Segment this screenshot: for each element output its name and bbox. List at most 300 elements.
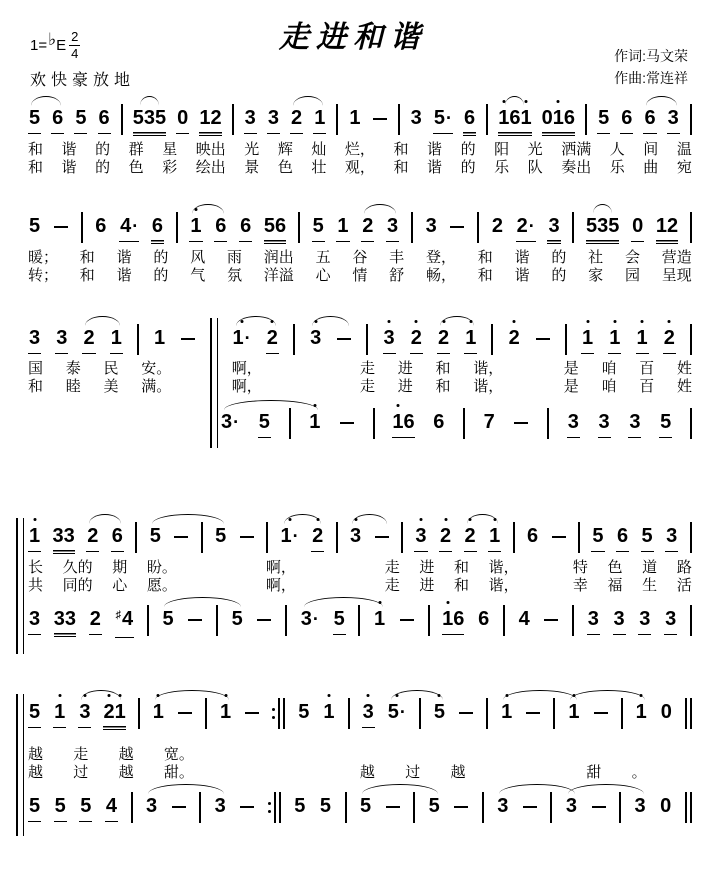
note: 3: [628, 410, 641, 438]
octave-dot: [33, 518, 36, 521]
note: 3: [244, 106, 257, 134]
octave-dot: [668, 320, 671, 323]
lyric-syllable: 过: [405, 764, 421, 781]
lyric-syllable: 登，: [425, 249, 456, 266]
lyric-syllable: 呈现: [661, 267, 692, 284]
lyric-syllable: 家: [588, 267, 604, 284]
barline: [298, 212, 300, 243]
note: 1: [567, 700, 580, 724]
lyric-syllable: 的: [460, 141, 476, 158]
lyric-syllable: 期: [112, 559, 128, 576]
note: 1: [500, 700, 513, 724]
lyric-syllable: 和: [393, 141, 409, 158]
lyric-syllable: 越: [359, 764, 375, 781]
note: 1: [464, 326, 477, 354]
note: 6: [95, 215, 107, 237]
lyric-syllable: 甜。: [163, 764, 194, 781]
lyrics-block: [28, 249, 692, 285]
note: 1: [322, 700, 335, 724]
lyric-syllable: 暖；: [28, 249, 59, 266]
lyric-syllable: 共: [28, 577, 44, 594]
lyrics-row-verse-1: [28, 249, 692, 267]
duration-dash: [458, 700, 474, 724]
lyric-spacer: [586, 746, 601, 764]
octave-dot: [586, 320, 589, 323]
note: 6: [433, 411, 445, 433]
barline: [572, 212, 574, 243]
lyric-spacer: [197, 577, 212, 595]
lyric-syllable: 温: [676, 141, 692, 158]
lyric-syllable: 和: [435, 360, 451, 377]
barline: [336, 104, 338, 135]
barline: [565, 324, 567, 355]
lyric-syllable: 越: [118, 764, 134, 781]
lyric-spacer: [194, 378, 209, 396]
lyric-spacer: [197, 559, 212, 577]
lyric-syllable: 乐: [494, 159, 510, 176]
lyric-spacer: [405, 746, 420, 764]
barline: [550, 792, 552, 823]
slur-tie-arc: [570, 690, 646, 700]
octave-dot: [613, 320, 616, 323]
lyric-syllable: 的: [551, 249, 567, 266]
note: 6: [403, 411, 415, 433]
lyric-syllable: 和: [79, 249, 95, 266]
note: 6: [463, 106, 476, 136]
note: 6: [616, 524, 629, 552]
note: 2·: [516, 214, 536, 242]
note: 5: [298, 701, 310, 723]
note: 3: [638, 607, 651, 635]
note: 1: [373, 607, 386, 631]
lyric-syllable: 润出: [263, 249, 294, 266]
note: 3·: [221, 411, 240, 433]
duration-dash: [177, 700, 193, 724]
lyric-syllable: 彩: [162, 159, 178, 176]
note-group: [656, 214, 678, 244]
note: 2: [311, 524, 324, 552]
duration-dash: [551, 524, 567, 548]
lyric-spacer: [322, 360, 337, 378]
lyric-syllable: 群: [128, 141, 144, 158]
lyric-syllable: 姓: [676, 360, 692, 377]
note: 3: [497, 795, 509, 817]
music-system-1: [28, 106, 692, 177]
note: 3: [55, 326, 68, 354]
note: 0: [176, 106, 189, 134]
slur-tie-arc: [440, 316, 475, 326]
augmentation-dot: ·: [292, 526, 299, 546]
barline: [121, 104, 123, 135]
slur-tie-arc: [236, 316, 276, 326]
barline: [199, 792, 201, 823]
lyric-syllable: 百: [639, 378, 655, 395]
music-system-3: [28, 326, 692, 439]
lyric-syllable: 谐: [61, 141, 77, 158]
lyric-syllable: 进: [419, 577, 435, 594]
note: 1: [154, 327, 166, 349]
note: 3: [143, 107, 155, 129]
lyric-spacer: [538, 559, 553, 577]
lyric-syllable: 谐，: [473, 378, 504, 395]
note: 3: [28, 607, 41, 635]
notation-row: [28, 524, 692, 554]
repeat-end-barline: [272, 698, 285, 729]
slur-tie-arc: [85, 316, 121, 326]
notation-row: [28, 607, 692, 638]
note: 2: [437, 326, 450, 354]
lyric-syllable: 谐，: [473, 360, 504, 377]
lyric-syllable: 谐，: [488, 577, 519, 594]
note-group: [53, 524, 75, 554]
lyric-syllable: 进: [419, 559, 435, 576]
notation-row: [28, 794, 692, 823]
note: 2: [439, 524, 452, 552]
duration-dash: [385, 794, 401, 818]
augmentation-dot: ·: [399, 702, 406, 722]
note: 1: [110, 326, 123, 354]
note: ♯4: [115, 607, 135, 638]
slur-tie-arc: [192, 204, 225, 214]
lyric-syllable: 的: [460, 159, 476, 176]
note: 2: [667, 215, 679, 237]
duration-dash: [244, 700, 260, 724]
note-group: [199, 106, 221, 136]
note: 2: [103, 700, 114, 724]
duration-dash: [449, 214, 465, 238]
note: 0: [541, 107, 553, 129]
tempo-marking: 欢快豪放地: [30, 72, 136, 89]
barline: [491, 324, 493, 355]
note: 3: [665, 524, 678, 552]
note: 6: [620, 106, 633, 134]
lyric-spacer: [315, 746, 330, 764]
note: 3: [597, 215, 609, 237]
lyric-syllable: 咱: [601, 360, 617, 377]
note: 6: [214, 214, 227, 242]
duration-dash: [180, 326, 196, 350]
lyric-syllable: 五: [315, 249, 331, 266]
note: 5: [132, 107, 144, 129]
duration-dash: [543, 607, 559, 631]
barline: [348, 698, 350, 729]
duration-dash: [374, 524, 390, 548]
slur-tie-arc: [31, 96, 62, 106]
barline: [411, 212, 413, 243]
lyric-syllable: 道: [642, 559, 658, 576]
note: 3·: [300, 608, 319, 630]
slur-tie-arc: [81, 690, 121, 700]
music-system-5: [28, 700, 692, 823]
note: 1: [608, 326, 621, 354]
lyric-syllable: 和: [477, 267, 493, 284]
lyric-syllable: 甜: [586, 764, 602, 781]
octave-dot: [525, 100, 528, 103]
octave-dot: [388, 320, 391, 323]
barline: [266, 522, 268, 553]
duration-dash: [591, 794, 607, 818]
barline: [205, 698, 207, 729]
lyric-syllable: 映出: [195, 141, 226, 158]
note: 3: [425, 215, 437, 237]
lyric-syllable: 盼。: [146, 559, 177, 576]
lyric-syllable: 谐: [61, 159, 77, 176]
repeat-dots: [268, 802, 271, 813]
barline: [690, 408, 692, 439]
note: 1: [655, 215, 668, 237]
barline: [477, 212, 479, 243]
barline: [358, 605, 360, 636]
voice-bracket-line: [210, 318, 218, 448]
lyric-syllable: 走: [359, 360, 375, 377]
note: 6: [275, 215, 287, 237]
lyric-syllable: 进: [397, 360, 413, 377]
note: 4: [105, 794, 118, 822]
music-system-4: [28, 524, 692, 638]
note: 0: [631, 214, 644, 242]
composer-credit: 作曲:常连祥: [614, 69, 688, 86]
note: 5: [319, 795, 331, 817]
note: 5: [258, 410, 271, 438]
note: 1: [488, 524, 501, 552]
lyric-syllable: 过: [73, 764, 89, 781]
note: 3: [565, 795, 577, 817]
lyric-syllable: 谐: [427, 141, 443, 158]
note: 5: [312, 214, 325, 242]
lyric-syllable: 间: [643, 141, 659, 158]
lyrics-row-verse-2: [28, 378, 692, 396]
lyric-syllable: 和: [28, 378, 44, 395]
lyric-syllable: 越: [118, 746, 134, 763]
lyric-syllable: 路: [676, 559, 692, 576]
duration-dash: [239, 524, 255, 548]
barline: [428, 605, 430, 636]
barline: [690, 104, 692, 135]
barline: [482, 792, 484, 823]
lyric-syllable: 和: [28, 159, 44, 176]
lyrics-row-verse-2: [28, 764, 692, 782]
lyric-syllable: 咱: [601, 378, 617, 395]
lyric-syllable: 进: [397, 378, 413, 395]
lyric-syllable: 越: [450, 764, 466, 781]
lyric-spacer: [677, 746, 692, 764]
repeat-end-barline: [268, 792, 281, 823]
note: 1·: [280, 524, 300, 548]
note: 3: [567, 410, 580, 438]
note: 2: [663, 326, 676, 354]
lyric-syllable: 乐: [609, 159, 625, 176]
barline: [503, 605, 505, 636]
lyric-syllable: 景: [244, 159, 260, 176]
duration-dash: [339, 410, 355, 434]
lyric-spacer: [315, 577, 330, 595]
note: 5: [154, 107, 167, 129]
voice-bracket-line: [16, 518, 24, 654]
note: 5: [294, 795, 306, 817]
note: 5: [433, 700, 446, 724]
note: 3: [383, 326, 396, 354]
key-prefix: 1=: [30, 36, 48, 54]
octave-dot: [444, 518, 447, 521]
lyric-syllable: 绘出: [195, 159, 226, 176]
lyric-syllable: 社: [588, 249, 604, 266]
note: 0: [660, 795, 672, 817]
time-beats: 2: [71, 28, 79, 44]
note: 3: [386, 214, 399, 242]
duration-dash: [593, 700, 609, 724]
lyric-spacer: [496, 764, 511, 782]
notation-row: [28, 214, 692, 244]
duration-dash: [522, 794, 538, 818]
lyric-syllable: 宛: [676, 159, 692, 176]
lyric-syllable: 奏出: [561, 159, 592, 176]
duration-dash: [239, 794, 255, 818]
lyric-spacer: [538, 577, 553, 595]
lyric-syllable: 啊，: [265, 577, 296, 594]
barline: [486, 104, 488, 135]
lyric-syllable: 畅，: [425, 267, 456, 284]
note: 5: [162, 608, 174, 630]
note: 2: [86, 524, 99, 552]
note: 2: [266, 326, 279, 354]
note: 3: [667, 106, 680, 134]
lyric-syllable: 长: [28, 559, 44, 576]
lyric-syllable: 是: [563, 378, 579, 395]
lyric-syllable: 走: [384, 577, 400, 594]
lyrics-block: [28, 559, 692, 595]
note: 6: [98, 106, 111, 134]
note: 6: [111, 524, 124, 552]
slur-tie-arc: [304, 597, 383, 607]
lyric-syllable: 的: [551, 267, 567, 284]
lyric-syllable: 洒满: [561, 141, 592, 158]
note: 4: [518, 608, 530, 630]
barline: [398, 104, 400, 135]
credits: [614, 46, 688, 89]
barline: [463, 408, 465, 439]
note: 5·: [387, 700, 407, 724]
lyric-syllable: 愿。: [146, 577, 177, 594]
note: 1: [581, 326, 594, 354]
slur-tie-arc: [164, 597, 242, 607]
note: 5: [28, 794, 41, 822]
barline: [232, 104, 234, 135]
note: 3: [64, 608, 77, 630]
lyric-syllable: 睦: [65, 378, 81, 395]
lyric-spacer: [231, 559, 246, 577]
lyric-syllable: 辉: [277, 141, 293, 158]
barline: [413, 792, 415, 823]
note: 2: [491, 215, 503, 237]
note: 1: [635, 700, 648, 724]
lyric-syllable: 气: [190, 267, 206, 284]
lyric-syllable: 雨: [226, 249, 242, 266]
lyricist-credit: 作词:马文荣: [614, 48, 688, 64]
note: 1: [349, 107, 361, 129]
lyrics-block: [28, 141, 692, 177]
note: 5: [641, 524, 654, 552]
note: 3: [78, 700, 91, 728]
duration-dash: [187, 607, 203, 631]
lyric-syllable: 走: [384, 559, 400, 576]
barline: [578, 522, 580, 553]
note: 1: [115, 700, 126, 724]
lyric-syllable: 民: [103, 360, 119, 377]
barline: [690, 324, 692, 355]
note: 1: [392, 410, 403, 434]
lyric-syllable: 的: [95, 141, 111, 158]
slur-tie-arc: [499, 784, 576, 794]
barline: [137, 324, 139, 355]
lyric-syllable: 和: [453, 559, 469, 576]
slur-tie-arc: [505, 96, 525, 106]
lyric-spacer: [541, 746, 556, 764]
music-system-2: [28, 214, 692, 285]
note: 5: [659, 410, 672, 438]
barline: [690, 212, 692, 243]
barline: [553, 698, 555, 729]
note: 6: [509, 107, 521, 129]
lyric-syllable: 和: [477, 249, 493, 266]
duration-dash: [453, 794, 469, 818]
slur-tie-arc: [391, 690, 443, 700]
note: 1·: [232, 326, 252, 350]
note: 6: [51, 106, 64, 134]
note-group: [498, 106, 531, 136]
lyric-syllable: 洋溢: [263, 267, 294, 284]
lyrics-block: [28, 360, 692, 396]
lyric-syllable: 活: [676, 577, 692, 594]
duration-dash: [53, 214, 69, 238]
augmentation-dot: ·: [528, 216, 535, 236]
lyric-spacer: [350, 577, 365, 595]
slur-tie-arc: [293, 96, 324, 106]
repeat-dots: [272, 708, 275, 719]
lyric-syllable: 色: [277, 159, 293, 176]
note: 5: [360, 795, 372, 817]
barline: [216, 605, 218, 636]
flat-icon: ♭: [48, 30, 57, 49]
note: 6: [527, 525, 539, 547]
note: 1: [498, 106, 509, 130]
note: 1: [520, 106, 531, 130]
lyric-syllable: 越: [28, 764, 44, 781]
note: 1: [636, 326, 649, 354]
lyric-spacer: [231, 577, 246, 595]
note: 5: [74, 106, 87, 134]
barline: [419, 698, 421, 729]
barline: [513, 522, 515, 553]
note: 3: [613, 607, 626, 635]
barline: [621, 698, 623, 729]
time-signature: [69, 30, 80, 60]
lyric-spacer: [496, 746, 511, 764]
lyrics-block: [28, 746, 692, 782]
octave-dot: [446, 601, 449, 604]
lyric-spacer: [526, 378, 541, 396]
augmentation-dot: ·: [445, 108, 452, 128]
lyric-syllable: 和: [435, 378, 451, 395]
lyric-spacer: [526, 360, 541, 378]
duration-dash: [513, 410, 529, 434]
lyric-syllable: 人: [609, 141, 625, 158]
note: 5·: [433, 106, 453, 134]
note: 5: [333, 607, 346, 635]
augmentation-dot: ·: [233, 412, 240, 432]
lyric-syllable: 福: [607, 577, 623, 594]
lyric-syllable: 光: [527, 141, 543, 158]
lyric-spacer: [284, 360, 299, 378]
